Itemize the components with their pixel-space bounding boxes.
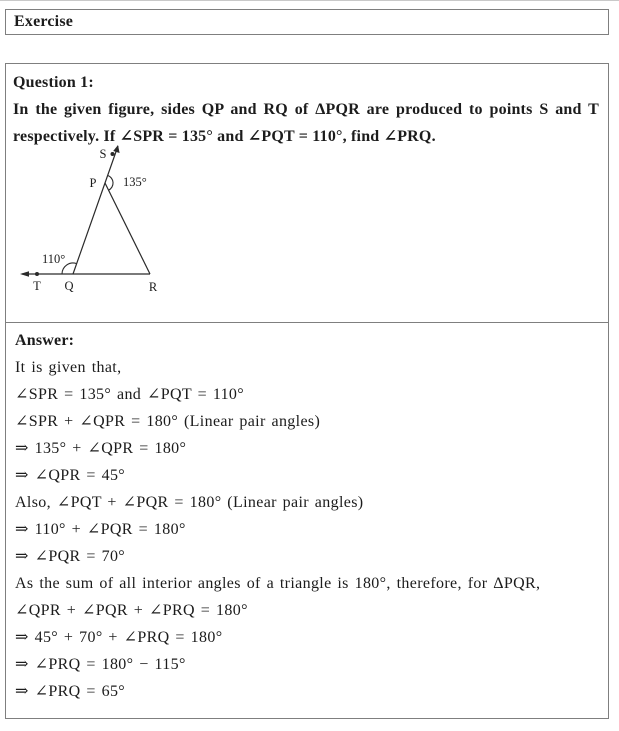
answer-line: It is given that, bbox=[15, 359, 122, 376]
answer-line: ⇒ 110° + ∠PQR = 180° bbox=[15, 521, 186, 538]
exercise-header-box bbox=[5, 9, 609, 35]
question-label: Question 1: bbox=[13, 74, 94, 91]
answer-line: ∠QPR + ∠PQR + ∠PRQ = 180° bbox=[15, 602, 248, 619]
point-t-dot bbox=[35, 272, 39, 276]
label-R: R bbox=[148, 280, 158, 294]
answer-line: ⇒ 135° + ∠QPR = 180° bbox=[15, 440, 187, 457]
question-text-line2: respectively. If ∠SPR = 135° and ∠PQT = 110°, find ∠PRQ. bbox=[13, 128, 436, 145]
answer-line: ⇒ ∠PRQ = 180° − 115° bbox=[15, 656, 186, 673]
answer-line: As the sum of all interior angles of a triangle is 180°, therefore, for ΔPQR, bbox=[15, 575, 541, 592]
angle-arc-SPR bbox=[108, 175, 113, 190]
answer-line: ⇒ ∠PRQ = 65° bbox=[15, 683, 126, 700]
label-P: P bbox=[89, 176, 97, 190]
answer-line: ⇒ ∠PQR = 70° bbox=[15, 548, 126, 565]
figure-line-QPS bbox=[73, 146, 118, 274]
answer-label: Answer: bbox=[15, 332, 75, 349]
answer-line: ⇒ 45° + 70° + ∠PRQ = 180° bbox=[15, 629, 223, 646]
label-T: T bbox=[33, 279, 41, 293]
label-angle-135: 135° bbox=[123, 175, 147, 189]
answer-line: Also, ∠PQT + ∠PQR = 180° (Linear pair angles) bbox=[15, 494, 364, 511]
label-S: S bbox=[99, 147, 107, 161]
point-s-dot bbox=[111, 152, 115, 156]
exercise-title: Exercise bbox=[14, 13, 74, 30]
answer-box bbox=[5, 322, 609, 719]
label-Q: Q bbox=[64, 279, 74, 293]
figure-line-PR bbox=[105, 183, 150, 274]
triangle-figure bbox=[12, 142, 182, 297]
page-top-rule bbox=[0, 0, 619, 1]
answer-line: ∠SPR + ∠QPR = 180° (Linear pair angles) bbox=[15, 413, 321, 430]
label-angle-110: 110° bbox=[42, 252, 66, 266]
answer-line: ⇒ ∠QPR = 45° bbox=[15, 467, 126, 484]
answer-line: ∠SPR = 135° and ∠PQT = 110° bbox=[15, 386, 245, 403]
up-arrowhead-icon bbox=[113, 145, 119, 153]
question-text-line1: In the given figure, sides QP and RQ of ΔPQR are produced to points S and T bbox=[13, 101, 599, 118]
left-arrowhead-icon bbox=[20, 271, 29, 277]
